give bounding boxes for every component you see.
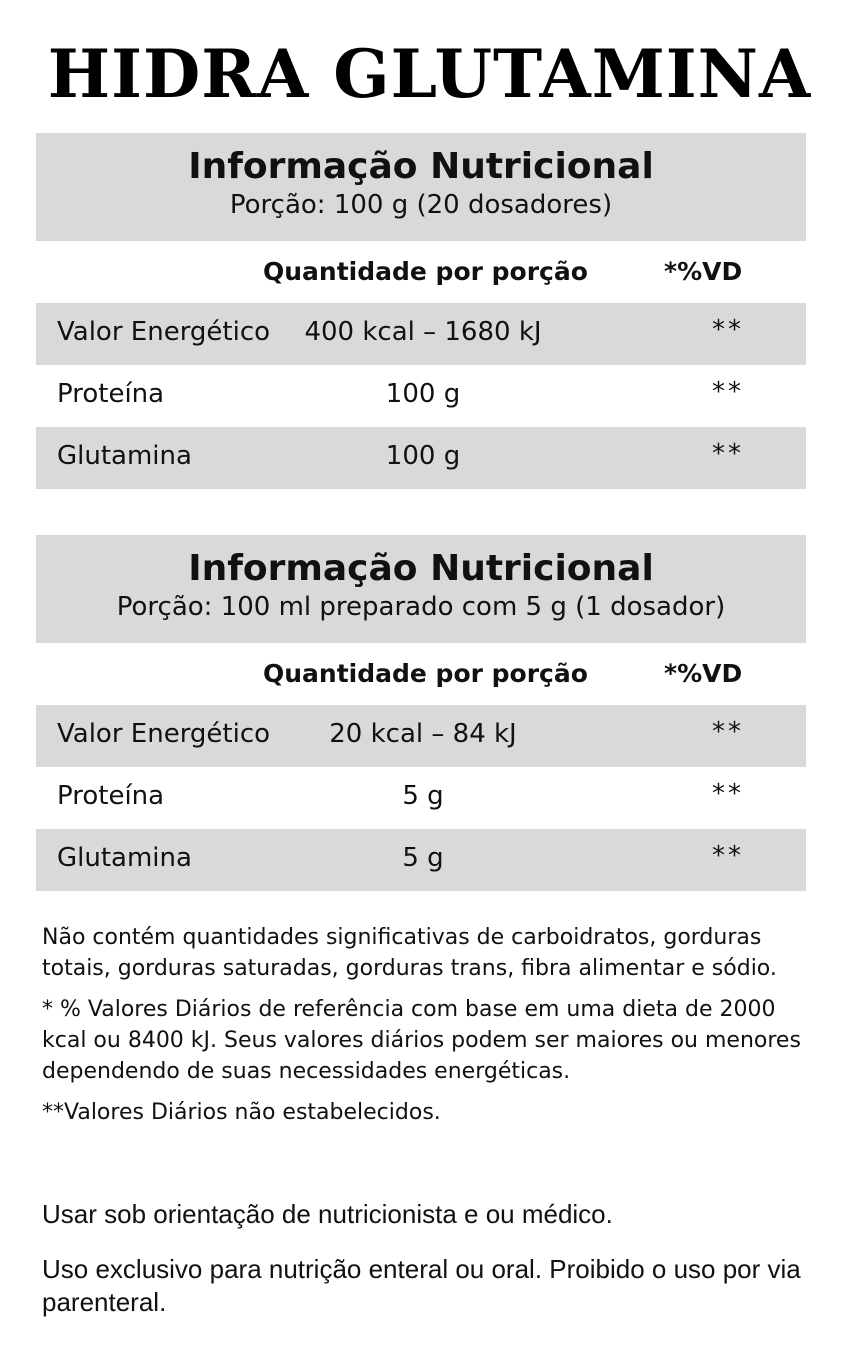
table-row bbox=[36, 829, 806, 891]
quantity-column-header: Quantidade por porção bbox=[263, 257, 588, 286]
table-row bbox=[36, 705, 806, 767]
table-header bbox=[36, 133, 806, 241]
nutrient-vd: ** bbox=[712, 439, 744, 469]
usage-instructions bbox=[42, 1198, 822, 1341]
nutrient-vd: ** bbox=[712, 377, 744, 407]
table-row bbox=[36, 767, 806, 829]
nutrient-vd: ** bbox=[712, 779, 744, 809]
nutrient-amount: 20 kcal – 84 kJ bbox=[329, 719, 517, 749]
nutrient-amount: 400 kcal – 1680 kJ bbox=[304, 317, 542, 347]
nutrient-name: Glutamina bbox=[57, 843, 192, 873]
table-title: Informação Nutricional bbox=[188, 548, 654, 589]
nutrient-name: Proteína bbox=[57, 379, 165, 409]
footnote-not-established: **Valores Diários não estabelecidos. bbox=[42, 1100, 441, 1125]
nutrition-table-2 bbox=[36, 535, 806, 891]
nutrient-amount: 100 g bbox=[385, 441, 461, 471]
column-header-row bbox=[36, 643, 806, 705]
table-row bbox=[36, 365, 806, 427]
usage-orientation: Usar sob orientação de nutricionista e ou médico. bbox=[42, 1199, 613, 1229]
nutrient-vd: ** bbox=[712, 717, 744, 747]
usage-exclusive: Uso exclusivo para nutrição enteral ou oral. Proibido o uso por via parenteral. bbox=[42, 1254, 801, 1317]
nutrient-name: Glutamina bbox=[57, 441, 192, 471]
nutrient-vd: ** bbox=[712, 841, 744, 871]
vd-column-header: *%VD bbox=[664, 659, 743, 688]
footnote-daily-values: * % Valores Diários de referência com base em uma dieta de 2000 kcal ou 8400 kJ. Seus valores diários podem ser maiores ou menores dependendo de suas necessidades energéticas. bbox=[42, 997, 801, 1084]
product-title: HIDRA GLUTAMINA bbox=[47, 35, 812, 113]
portion-label: Porção: 100 ml preparado com 5 g (1 dosador) bbox=[116, 592, 726, 622]
table-row bbox=[36, 303, 806, 365]
quantity-column-header: Quantidade por porção bbox=[263, 659, 588, 688]
table-title: Informação Nutricional bbox=[188, 146, 654, 187]
footnote-not-significant: Não contém quantidades significativas de carboidratos, gorduras totais, gorduras saturadas, gorduras trans, fibra alimentar e sódio. bbox=[42, 925, 777, 981]
portion-label: Porção: 100 g (20 dosadores) bbox=[229, 190, 613, 220]
column-header-row bbox=[36, 241, 806, 303]
nutrient-amount: 5 g bbox=[402, 843, 444, 873]
nutrient-name: Valor Energético bbox=[57, 719, 271, 749]
nutrient-name: Valor Energético bbox=[57, 317, 271, 347]
nutrient-vd: ** bbox=[712, 315, 744, 345]
table-header bbox=[36, 535, 806, 643]
nutrient-amount: 5 g bbox=[402, 781, 444, 811]
nutrient-name: Proteína bbox=[57, 781, 165, 811]
table-row bbox=[36, 427, 806, 489]
vd-column-header: *%VD bbox=[664, 257, 743, 286]
footnotes bbox=[42, 922, 812, 1138]
nutrient-amount: 100 g bbox=[385, 379, 461, 409]
nutrition-table-1 bbox=[36, 133, 806, 489]
